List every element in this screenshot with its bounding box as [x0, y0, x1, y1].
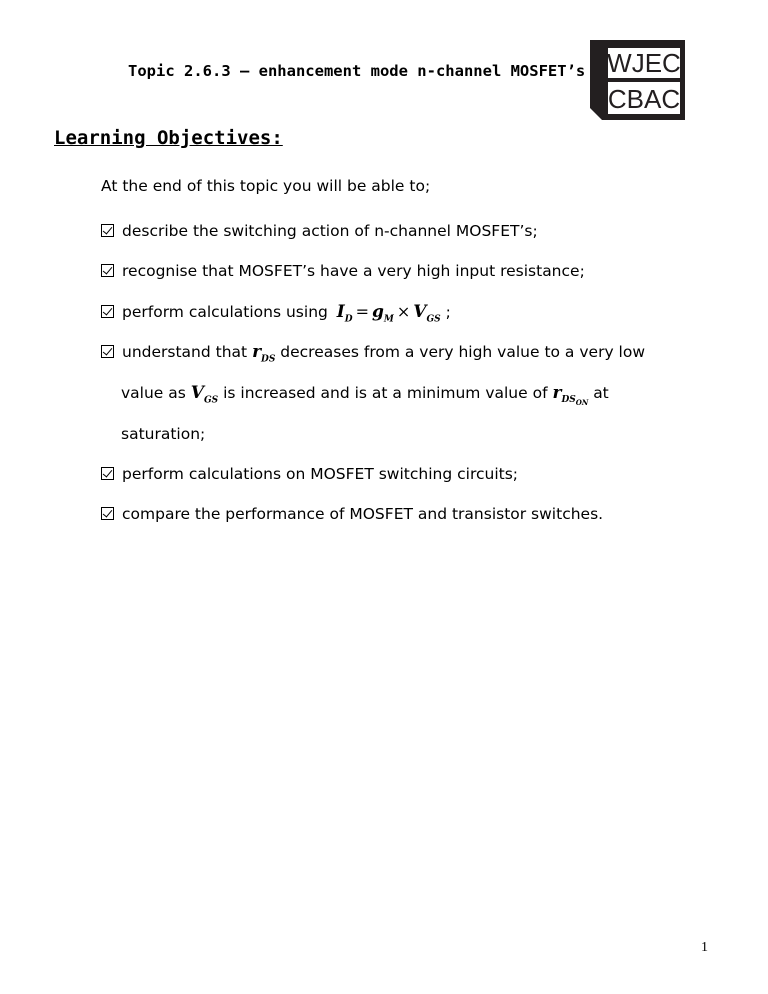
- symbol-vgs: $V_{GS}$: [190, 383, 219, 406]
- section-heading: Learning Objectives:: [54, 127, 283, 149]
- formula-id-equals-gm-vgs: $I_D = g_M \times V_{GS}$: [336, 302, 441, 325]
- objective-text: decreases from a very high value to a very low: [280, 343, 646, 361]
- objective-text: perform calculations using: [122, 303, 328, 321]
- checkbox-icon: [101, 507, 114, 520]
- objective-text: recognise that MOSFET’s have a very high input resistance;: [122, 262, 585, 280]
- wjec-cbac-logo: [590, 40, 685, 120]
- objective-continuation: saturation;: [121, 425, 206, 443]
- objective-text: understand that: [122, 343, 248, 361]
- objective-item: [101, 302, 741, 329]
- svg-text:WJEC: WJEC: [607, 48, 681, 78]
- checkbox-icon: [101, 305, 114, 318]
- checkbox-icon: [101, 345, 114, 358]
- objective-text: describe the switching action of n-channel MOSFET’s;: [122, 222, 538, 240]
- topic-title: Topic 2.6.3 – enhancement mode n-channel MOSFET’s: [128, 62, 586, 80]
- symbol-rds-on: $r_{DS_{ON}}$: [552, 383, 589, 408]
- checkbox-icon: [101, 264, 114, 277]
- intro-text: At the end of this topic you will be able to;: [101, 177, 431, 195]
- objective-item: [101, 504, 741, 524]
- objective-continuation: value as $V_{GS}$ is increased and is at a minimum value of $r_{DS_{ON}}$ at: [121, 383, 609, 408]
- objective-text: perform calculations on MOSFET switching circuits;: [122, 465, 518, 483]
- objective-item: [101, 261, 741, 281]
- checkbox-icon: [101, 224, 114, 237]
- page-number: 1: [701, 940, 708, 955]
- symbol-rds: $r_{DS}$: [252, 342, 276, 365]
- svg-text:CBAC: CBAC: [607, 84, 681, 114]
- objective-text: compare the performance of MOSFET and transistor switches.: [122, 505, 604, 523]
- checkbox-icon: [101, 467, 114, 480]
- objective-suffix: ;: [445, 303, 451, 321]
- objective-item: [101, 464, 741, 484]
- objective-item: [101, 221, 741, 241]
- objective-item: [101, 342, 741, 369]
